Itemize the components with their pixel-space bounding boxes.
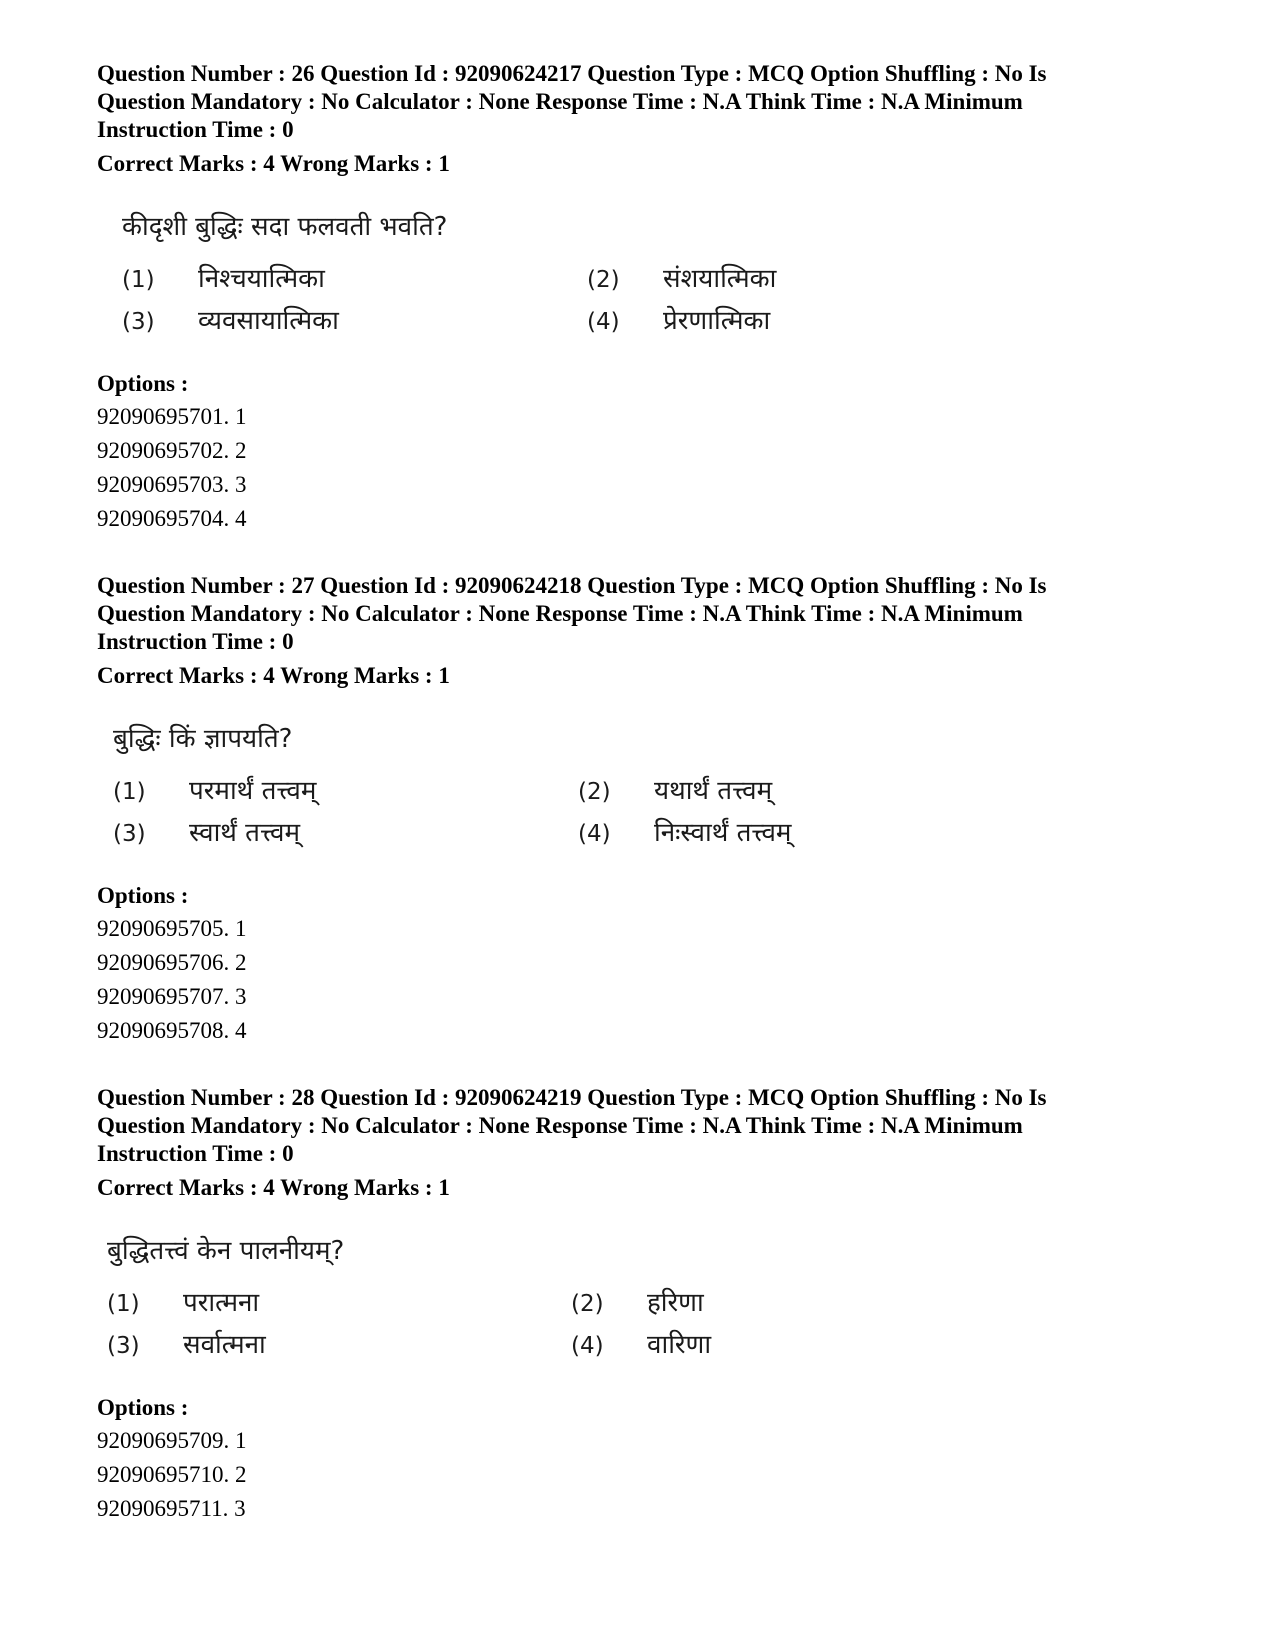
choice-number: (1)	[107, 1291, 140, 1317]
choice-text: सर्वात्मना	[183, 1330, 266, 1360]
question-header: Question Number : 26 Question Id : 92090624217 Question Type : MCQ Option Shuffling : No Is Question Mandatory : No Calculator : None Response Time : N.A Think Time : N.A Minimum Instruction Time : 0	[97, 61, 1047, 142]
choice-number: (1)	[113, 779, 146, 805]
choice-2	[587, 262, 776, 297]
question-marks: Correct Marks : 4 Wrong Marks : 1	[97, 663, 450, 688]
choice-4	[571, 1328, 711, 1363]
choice-text: यथार्थं तत्त्वम्	[654, 776, 773, 806]
option-list	[97, 912, 1197, 1048]
choice-number: (2)	[571, 1291, 604, 1317]
question-image	[97, 190, 1197, 360]
choice-number: (4)	[571, 1333, 604, 1359]
question-27	[97, 572, 1197, 1084]
question-header: Question Number : 27 Question Id : 92090624218 Question Type : MCQ Option Shuffling : No Is Question Mandatory : No Calculator : None Response Time : N.A Think Time : N.A Minimum Instruction Time : 0	[97, 573, 1047, 654]
choice-3	[113, 816, 300, 851]
choice-number: (2)	[587, 267, 620, 293]
option-item: 92090695709. 1	[97, 1428, 247, 1453]
option-item: 92090695704. 4	[97, 506, 247, 531]
option-item: 92090695703. 3	[97, 472, 247, 497]
option-item: 92090695708. 4	[97, 1018, 247, 1043]
option-item: 92090695707. 3	[97, 984, 247, 1009]
choice-text: प्रेरणात्मिका	[663, 306, 771, 336]
option-item: 92090695701. 1	[97, 404, 247, 429]
options-heading: Options :	[97, 883, 189, 908]
choice-4	[578, 816, 791, 851]
choice-number: (3)	[107, 1333, 140, 1359]
choice-number: (3)	[113, 821, 146, 847]
choice-4	[587, 304, 770, 339]
choice-text: स्वार्थं तत्त्वम्	[189, 818, 301, 848]
question-stem: बुद्धिः किं ज्ञापयति?	[113, 724, 293, 754]
option-item: 92090695706. 2	[97, 950, 247, 975]
choice-3	[122, 304, 339, 339]
option-item: 92090695711. 3	[97, 1496, 246, 1521]
choice-1	[107, 1286, 259, 1321]
document-page	[97, 60, 1197, 1526]
question-image	[97, 1214, 1197, 1384]
option-list	[97, 400, 1197, 536]
choice-3	[107, 1328, 266, 1363]
option-item: 92090695710. 2	[97, 1462, 247, 1487]
choice-1	[122, 262, 325, 297]
options-heading: Options :	[97, 1395, 189, 1420]
question-stem: बुद्धितत्त्वं केन पालनीयम्?	[107, 1236, 345, 1266]
option-item: 92090695702. 2	[97, 438, 247, 463]
question-header: Question Number : 28 Question Id : 92090624219 Question Type : MCQ Option Shuffling : No Is Question Mandatory : No Calculator : None Response Time : N.A Think Time : N.A Minimum Instruction Time : 0	[97, 1085, 1047, 1166]
choice-text: हरिणा	[647, 1288, 704, 1318]
choice-text: निःस्वार्थं तत्त्वम्	[654, 818, 792, 848]
choice-1	[113, 774, 316, 809]
choice-number: (2)	[578, 779, 611, 805]
question-marks: Correct Marks : 4 Wrong Marks : 1	[97, 151, 450, 176]
option-list	[97, 1424, 1197, 1526]
choice-number: (4)	[587, 309, 620, 335]
choice-number: (3)	[122, 309, 155, 335]
question-marks: Correct Marks : 4 Wrong Marks : 1	[97, 1175, 450, 1200]
choice-text: वारिणा	[647, 1330, 712, 1360]
question-26	[97, 60, 1197, 572]
choice-text: संशयात्मिका	[663, 264, 777, 294]
choice-text: परात्मना	[183, 1288, 260, 1318]
choice-2	[578, 774, 772, 809]
choice-text: परमार्थं तत्त्वम्	[189, 776, 317, 806]
question-stem: कीदृशी बुद्धिः सदा फलवती भवति?	[122, 212, 448, 242]
choice-text: निश्चयात्मिका	[198, 264, 325, 294]
question-image	[97, 702, 1197, 872]
choice-text: व्यवसायात्मिका	[198, 306, 339, 336]
option-item: 92090695705. 1	[97, 916, 247, 941]
choice-number: (1)	[122, 267, 155, 293]
choice-2	[571, 1286, 704, 1321]
choice-number: (4)	[578, 821, 611, 847]
options-heading: Options :	[97, 371, 189, 396]
question-28	[97, 1084, 1197, 1526]
